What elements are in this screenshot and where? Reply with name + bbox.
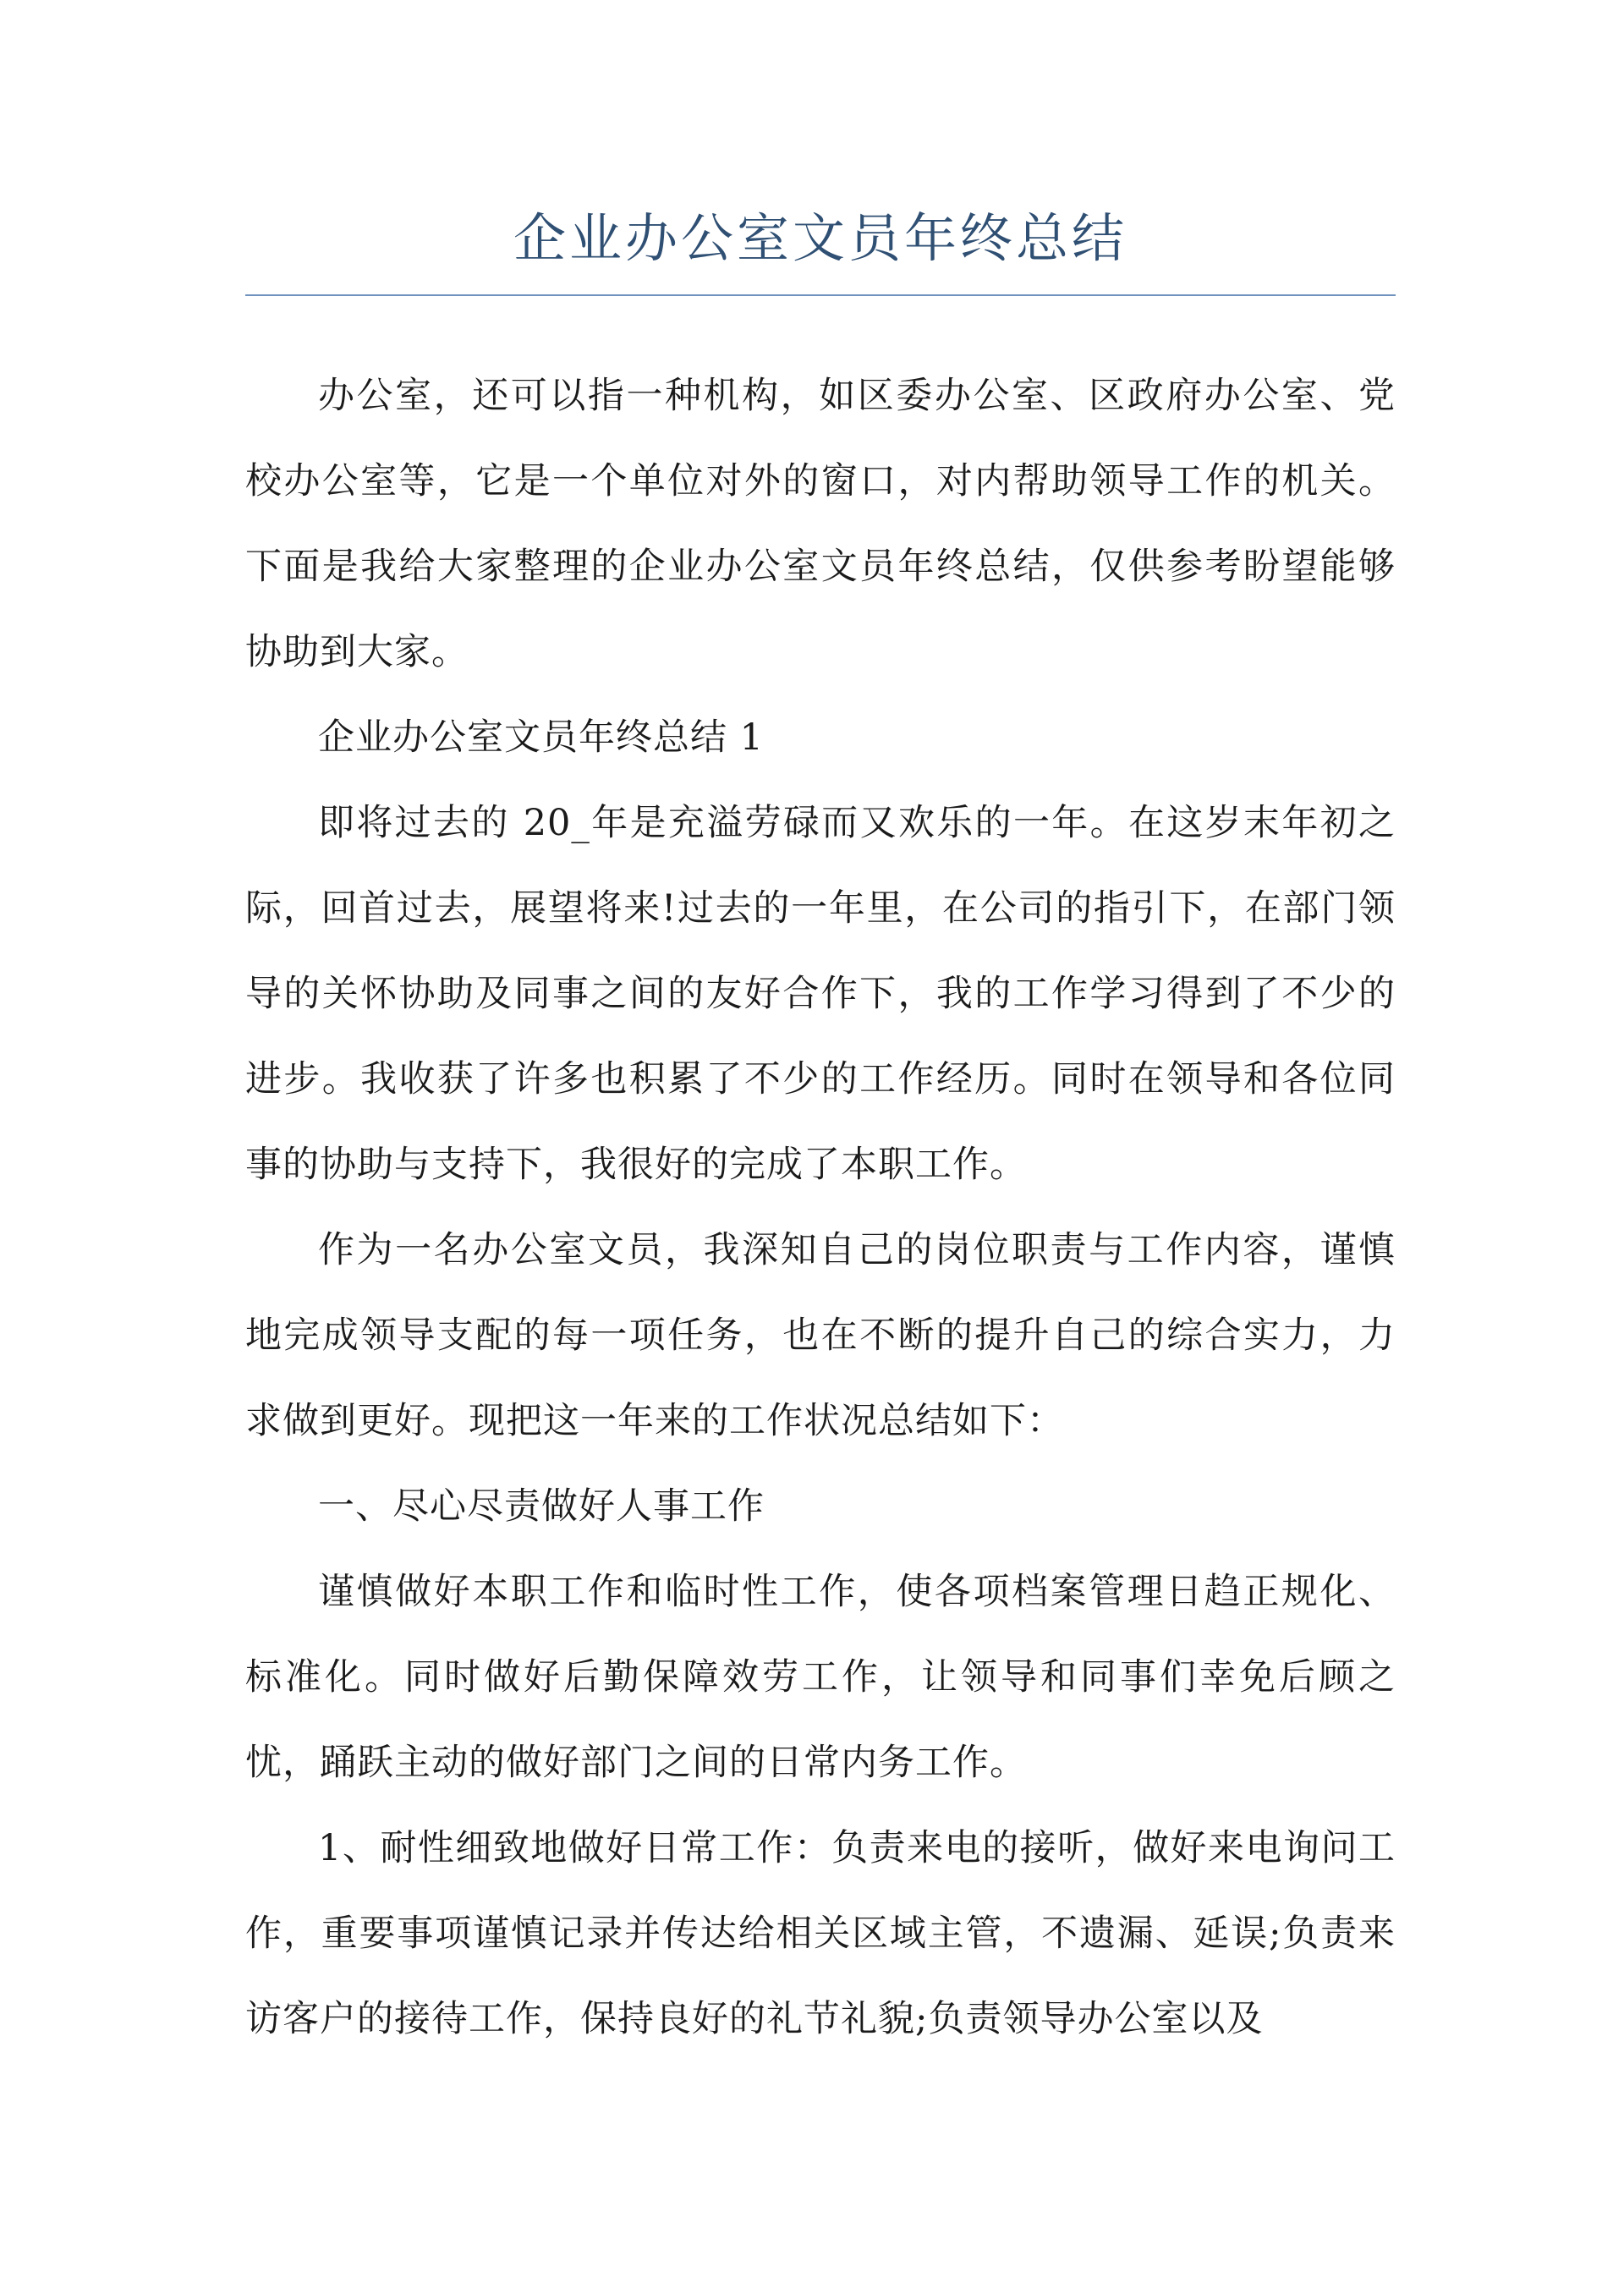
section-heading: 企业办公室文员年终总结 1 [318,716,765,759]
section-heading: 一、尽心尽责做好人事工作 [318,1485,765,1528]
paragraph: 谨慎做好本职工作和临时性工作，使各项档案管理日趋正规化、标准化。同时做好后勤保障效劳工作，让领导和同事们幸免后顾之忧，踊跃主动的做好部门之间的日常内务工作。 [245,1571,1396,1784]
title-divider [245,294,1396,296]
paragraph: 作为一名办公室文员，我深知自己的岗位职责与工作内容，谨慎地完成领导支配的每一项任务，也在不断的提升自己的综合实力，力求做到更好。现把这一年来的工作状况总结如下： [245,1229,1396,1442]
paragraph: 办公室，还可以指一种机构，如区委办公室、区政府办公室、党校办公室等，它是一个单位对外的窗口，对内帮助领导工作的机关。下面是我给大家整理的企业办公室文员年终总结，仅供参考盼望能够协助到大家。 [245,375,1396,673]
paragraph: 1、耐性细致地做好日常工作：负责来电的接听，做好来电询问工作，重要事项谨慎记录并传达给相关区域主管，不遗漏、延误;负责来访客户的接待工作，保持良好的礼节礼貌;负责领导办公室以及 [245,1827,1396,2040]
paragraph: 即将过去的 20_年是充溢劳碌而又欢乐的一年。在这岁末年初之际，回首过去，展望将来!过去的一年里，在公司的指引下，在部门领导的关怀协助及同事之间的友好合作下，我的工作学习得到了不少的进步。我收获了许多也积累了不少的工作经历。同时在领导和各位同事的协助与支持下，我很好的完成了本职工作。 [245,802,1396,1186]
document-title: 企业办公室文员年终总结 [513,207,1127,269]
document-body [245,354,1396,2062]
